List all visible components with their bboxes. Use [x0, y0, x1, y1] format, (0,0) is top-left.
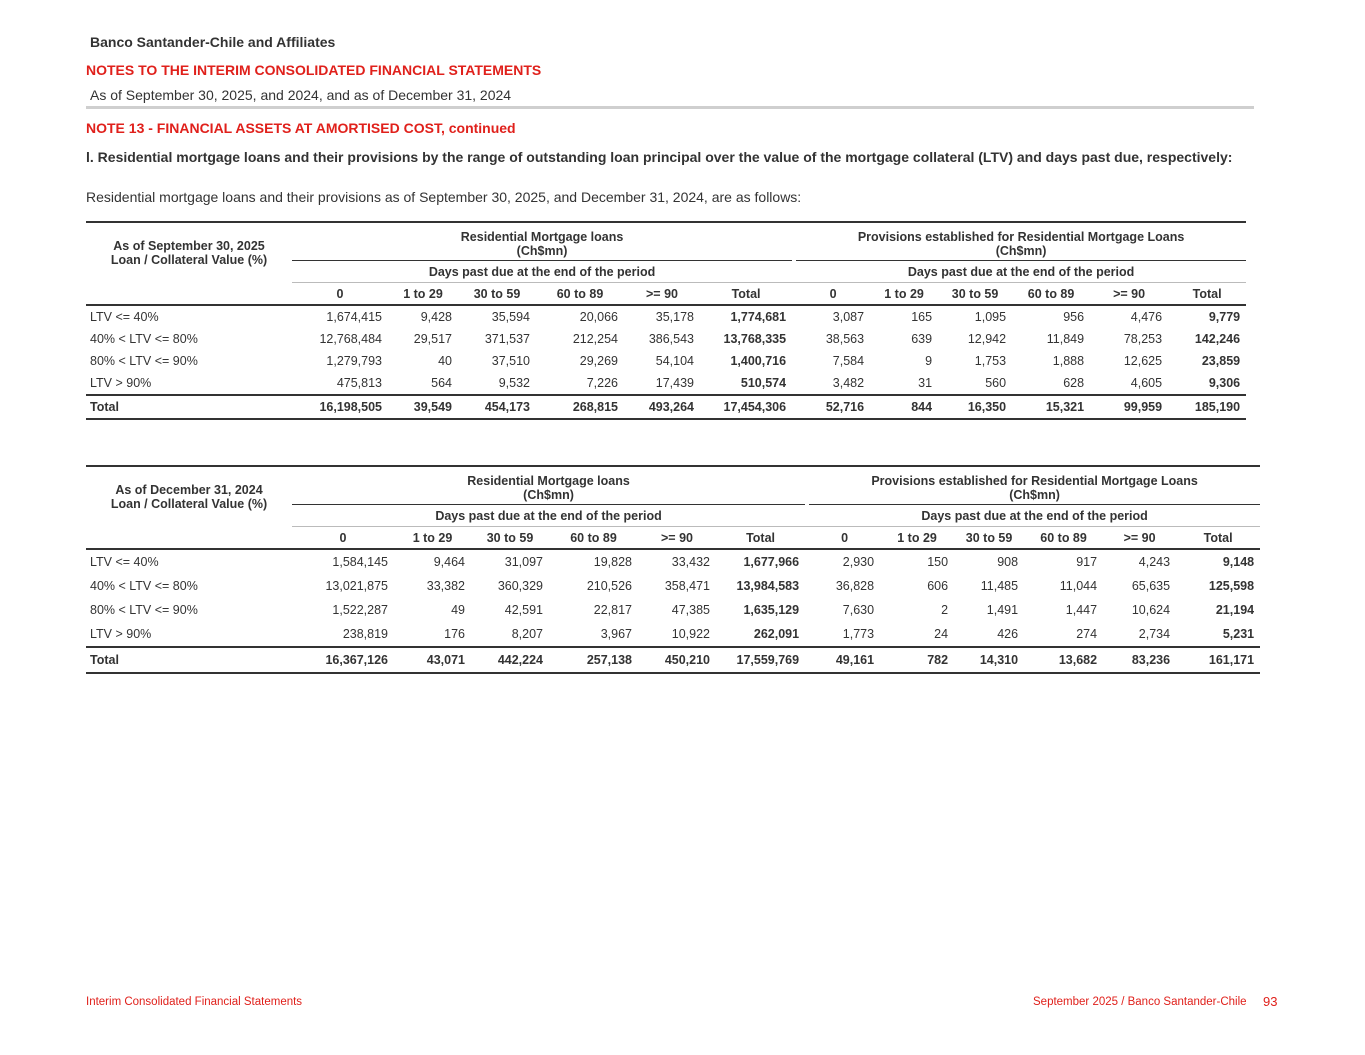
col-header: 0: [796, 283, 870, 306]
header-divider: [86, 106, 1254, 109]
row-label: 40% < LTV <= 80%: [90, 579, 198, 593]
table-row: 40% < LTV <= 80% 12,768,484 29,517 371,537 212,254 386,543 13,768,335 38,563 639 12,942 11,849 78,253 142,246: [86, 328, 1246, 350]
col-header: >= 90: [638, 527, 716, 550]
col-header: >= 90: [1090, 283, 1168, 306]
loans-group-title: Residential Mortgage loans: [467, 474, 630, 488]
col-header: 1 to 29: [880, 527, 954, 550]
section-title: l. Residential mortgage loans and their provisions by the range of outstanding loan principal over the value of the mortgage collateral (LTV) and days past due, respectively:: [86, 149, 1233, 165]
table-row: LTV <= 40% 1,674,415 9,428 35,594 20,066 35,178 1,774,681 3,087 165 1,095 956 4,476 9,779: [86, 305, 1246, 328]
col-header: Total: [716, 527, 805, 550]
col-header: 60 to 89: [549, 527, 638, 550]
table-corner-header: [86, 222, 292, 283]
row-label: 80% < LTV <= 90%: [90, 354, 198, 368]
corner-date: As of December 31, 2024: [115, 482, 263, 497]
col-header: 1 to 29: [394, 527, 471, 550]
col-header: 1 to 29: [870, 283, 938, 306]
table-row: LTV <= 40% 1,584,145 9,464 31,097 19,828 33,432 1,677,966 2,930 150 908 917 4,243 9,148: [86, 549, 1260, 574]
group-header-row: [86, 466, 1260, 505]
col-header: 0: [292, 527, 394, 550]
loans-dpd-header: Days past due at the end of the period: [292, 261, 792, 283]
row-label: LTV <= 40%: [90, 310, 159, 324]
intro-text: Residential mortgage loans and their provisions as of September 30, 2025, and December 31, 2024, are as follows:: [86, 189, 802, 205]
loans-group-unit: (Ch$mn): [523, 488, 574, 502]
provisions-dpd-header: Days past due at the end of the period: [809, 505, 1260, 527]
loans-group-header: [292, 466, 805, 505]
table-corner-header: [86, 466, 292, 527]
provisions-group-header: [809, 466, 1260, 505]
col-header: 60 to 89: [536, 283, 624, 306]
provisions-group-unit: (Ch$mn): [1009, 488, 1060, 502]
footer-period-bank: September 2025 / Banco Santander-Chile: [1033, 996, 1247, 1008]
reporting-dates: As of September 30, 2025, and 2024, and as of December 31, 2024: [90, 87, 512, 103]
table-row: LTV > 90% 238,819 176 8,207 3,967 10,922 262,091 1,773 24 426 274 2,734 5,231: [86, 622, 1260, 647]
col-header: Total: [1168, 283, 1246, 306]
note-title: NOTE 13 - FINANCIAL ASSETS AT AMORTISED COST, continued: [86, 120, 516, 136]
footer-document-title: Interim Consolidated Financial Statements: [86, 996, 303, 1008]
provisions-dpd-header: Days past due at the end of the period: [796, 261, 1246, 283]
loans-group-unit: (Ch$mn): [516, 244, 568, 258]
col-header: >= 90: [624, 283, 700, 306]
col-header: 30 to 59: [471, 527, 549, 550]
col-header: Total: [1176, 527, 1260, 550]
corner-date: As of September 30, 2025: [113, 238, 265, 253]
col-header: 30 to 59: [458, 283, 536, 306]
company-name: Banco Santander-Chile and Affiliates: [90, 34, 336, 50]
notes-title: NOTES TO THE INTERIM CONSOLIDATED FINANCIAL STATEMENTS: [86, 62, 542, 78]
provisions-group-unit: (Ch$mn): [995, 244, 1047, 258]
table-row: 40% < LTV <= 80% 13,021,875 33,382 360,329 210,526 358,471 13,984,583 36,828 606 11,485 11,044 65,635 125,598: [86, 574, 1260, 598]
corner-metric: Loan / Collateral Value (%): [110, 252, 268, 267]
loans-group-header: [292, 222, 792, 261]
row-label: 80% < LTV <= 90%: [90, 603, 198, 617]
ltv-table-dec-2024: [86, 465, 1260, 674]
total-row: Total 16,367,126 43,071 442,224 257,138 450,210 17,559,769 49,161 782 14,310 13,682 83,236 161,171: [86, 647, 1260, 673]
col-header: 30 to 59: [954, 527, 1024, 550]
row-label: 40% < LTV <= 80%: [90, 332, 198, 346]
row-label: LTV <= 40%: [90, 555, 159, 569]
page-number: 93: [1263, 994, 1278, 1009]
col-header: 1 to 29: [388, 283, 458, 306]
corner-metric: Loan / Collateral Value (%): [110, 496, 268, 511]
row-label: LTV > 90%: [90, 376, 152, 390]
loans-dpd-header: Days past due at the end of the period: [292, 505, 805, 527]
col-header: Total: [700, 283, 792, 306]
col-header: 60 to 89: [1024, 527, 1103, 550]
group-header-row: [86, 222, 1246, 261]
total-label: Total: [86, 395, 292, 419]
provisions-group-header: [796, 222, 1246, 261]
col-header: 60 to 89: [1012, 283, 1090, 306]
table-row: 80% < LTV <= 90% 1,522,287 49 42,591 22,817 47,385 1,635,129 7,630 2 1,491 1,447 10,624 21,194: [86, 598, 1260, 622]
table-row: 80% < LTV <= 90% 1,279,793 40 37,510 29,269 54,104 1,400,716 7,584 9 1,753 1,888 12,625 23,859: [86, 350, 1246, 372]
col-header: 30 to 59: [938, 283, 1012, 306]
loans-group-title: Residential Mortgage loans: [460, 230, 624, 244]
col-header: 0: [292, 283, 388, 306]
ltv-table-sep-2025: [86, 221, 1246, 420]
column-header-row: [86, 527, 1260, 550]
provisions-group-title: Provisions established for Residential Mortgage Loans: [871, 474, 1198, 488]
table-row: LTV > 90% 475,813 564 9,532 7,226 17,439 510,574 3,482 31 560 628 4,605 9,306: [86, 372, 1246, 395]
col-header: >= 90: [1103, 527, 1176, 550]
provisions-group-title: Provisions established for Residential Mortgage Loans: [857, 230, 1185, 244]
column-header-row: [86, 283, 1246, 306]
col-header: 0: [809, 527, 880, 550]
total-label: Total: [86, 647, 292, 673]
total-row: Total 16,198,505 39,549 454,173 268,815 493,264 17,454,306 52,716 844 16,350 15,321 99,959 185,190: [86, 395, 1246, 419]
row-label: LTV > 90%: [90, 627, 152, 641]
